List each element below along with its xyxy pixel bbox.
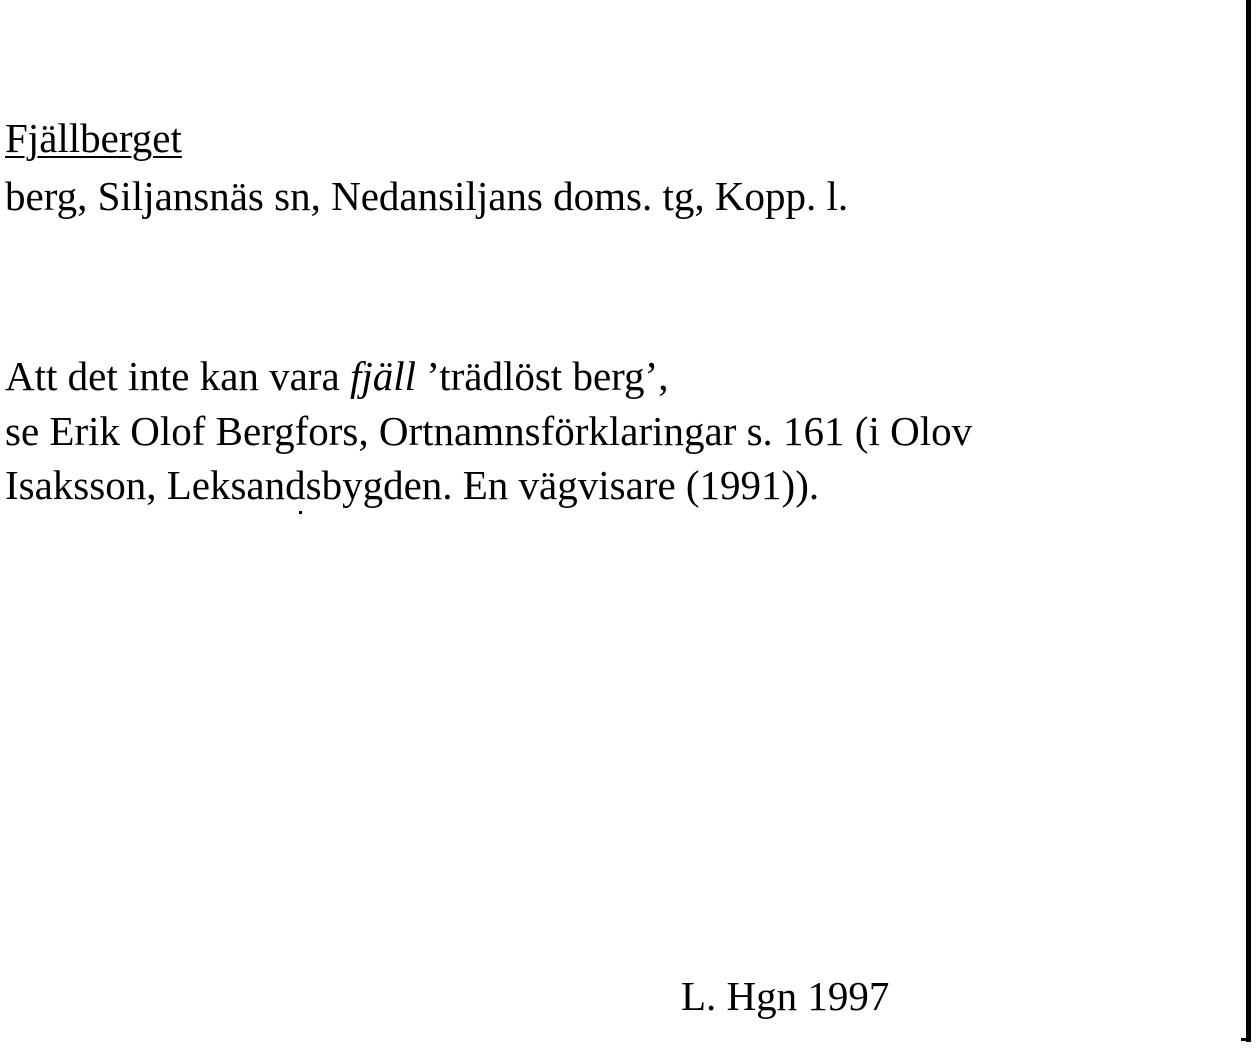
note-line-1-post: ’trädlöst berg’, — [416, 353, 669, 399]
card-corner-mark — [1241, 1038, 1249, 1041]
note-line-1 — [5, 352, 668, 400]
locality-line: berg, Siljansnäs sn, Nedansiljans doms. tg, Kopp. l. — [5, 173, 849, 219]
note-term: fjäll — [349, 353, 417, 399]
note-line-2: se Erik Olof Bergfors, Ortnamnsförklaringar s. 161 (i Olov — [5, 408, 973, 454]
note-line-1-pre: Att det inte kan vara — [5, 353, 350, 399]
note-line-3: Isaksson, Leksandsbygden. En vägvisare (1991)). — [5, 462, 820, 508]
headword: Fjällberget — [5, 115, 182, 161]
ink-speck — [299, 511, 302, 514]
card-right-edge — [1246, 0, 1251, 1042]
signature: L. Hgn 1997 — [681, 973, 890, 1019]
